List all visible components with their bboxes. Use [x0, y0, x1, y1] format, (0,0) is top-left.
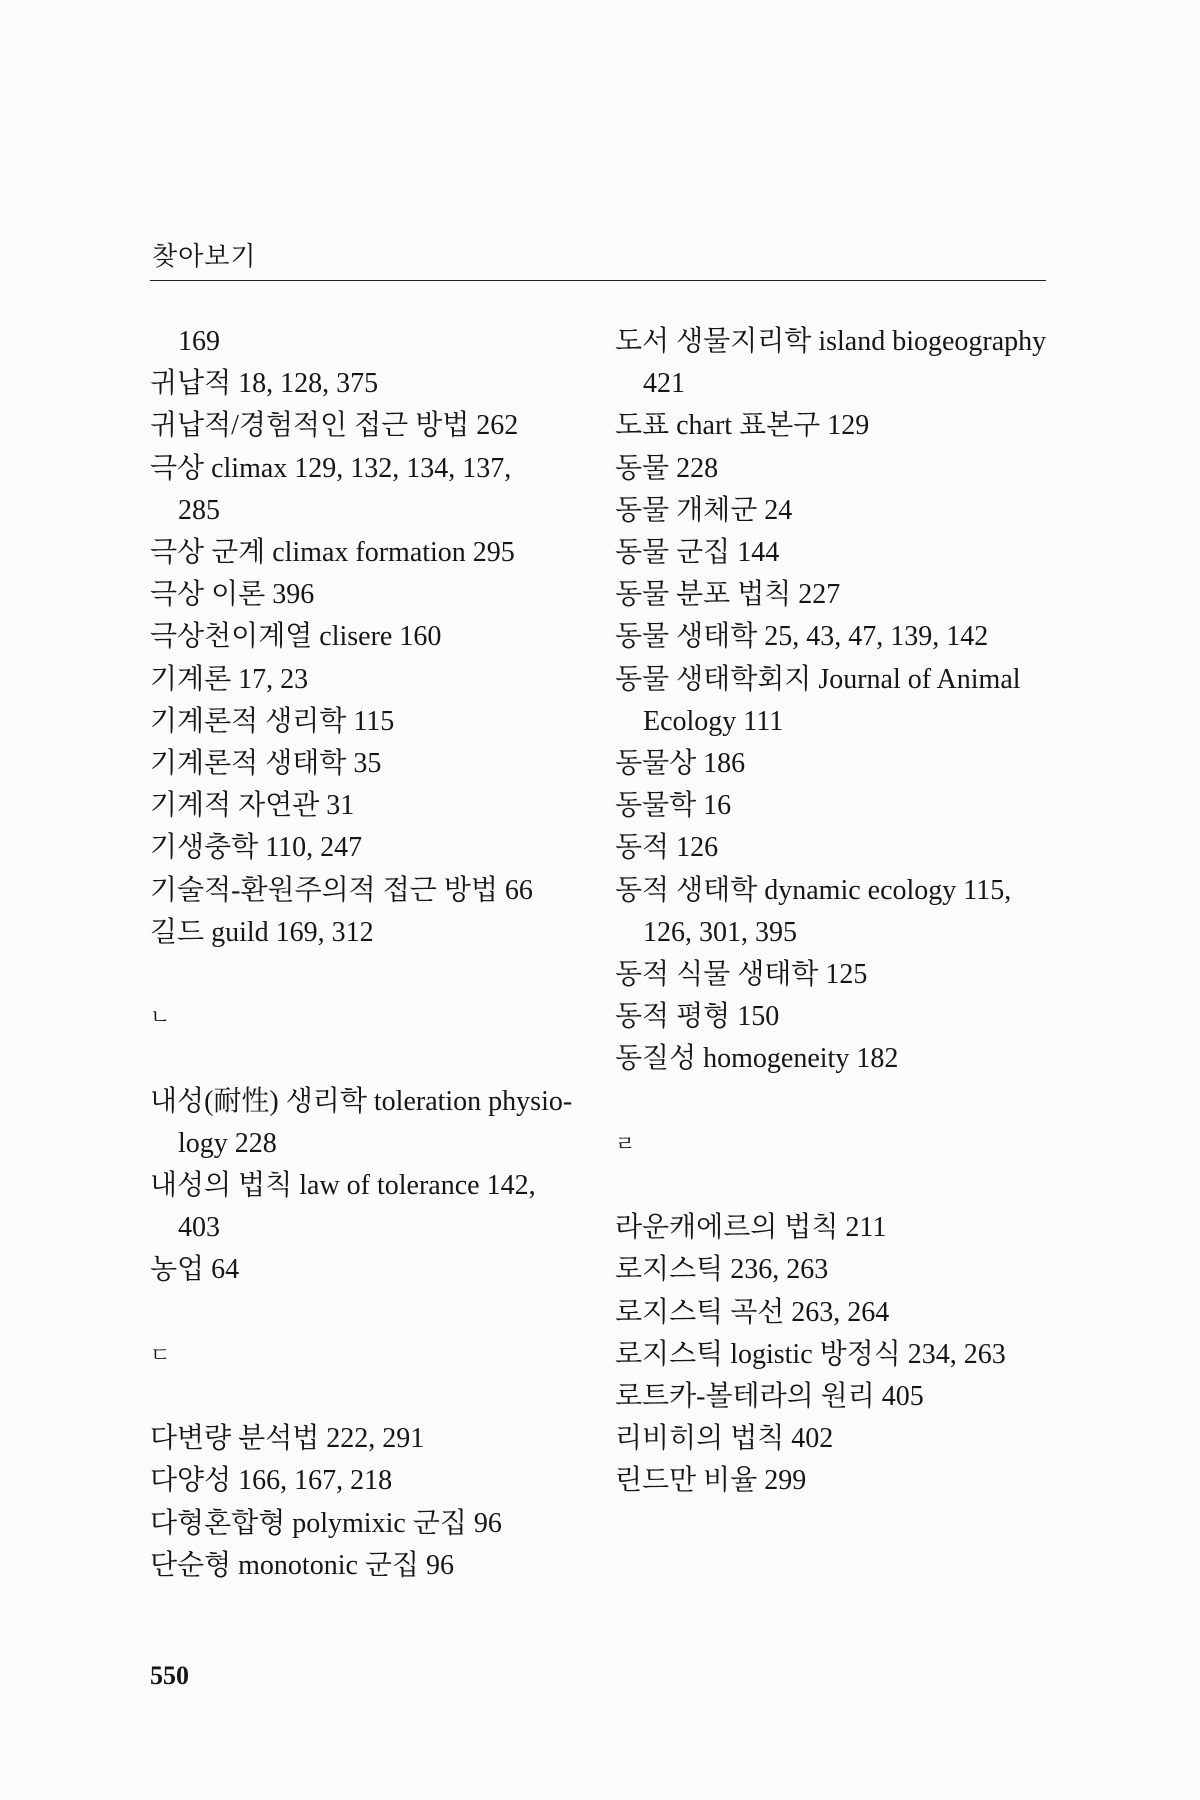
- index-entry: 극상천이계열 clisere 160: [150, 621, 442, 653]
- index-entry: 다형혼합형 polymixic 군집 96: [150, 1507, 502, 1539]
- index-entry: 다양성 166, 167, 218: [150, 1465, 393, 1497]
- index-entry: 로지스틱 236, 263: [615, 1254, 829, 1286]
- index-entry: 길드 guild 169, 312: [150, 916, 374, 948]
- index-entry: 기계론 17, 23: [150, 663, 309, 695]
- index-entry: 동물 생태학 25, 43, 47, 139, 142: [615, 621, 989, 653]
- index-entry: 도표 chart 표본구 129: [615, 410, 870, 442]
- index-entry: Ecology 111: [643, 705, 784, 737]
- index-entry: 동물 개체군 24: [615, 494, 793, 526]
- index-spacer: [615, 1081, 1045, 1123]
- index-entry: 귀납적 18, 128, 375: [150, 368, 379, 400]
- index-entry: 로트카-볼테라의 원리 405: [615, 1381, 924, 1413]
- index-entry: 동물 228: [615, 452, 719, 484]
- index-spacer: [150, 954, 570, 996]
- index-entry: 동질성 homogeneity 182: [615, 1043, 899, 1075]
- section-letter: ㄴ: [150, 1005, 171, 1030]
- index-entry: 다변량 분석법 222, 291: [150, 1423, 425, 1455]
- index-entry: 동물 분포 법칙 227: [615, 579, 841, 611]
- index-entry: 421: [643, 368, 685, 400]
- section-letter: ㄹ: [615, 1131, 636, 1156]
- index-spacer: [150, 1038, 570, 1080]
- index-column-left: [150, 321, 573, 1587]
- index-spacer: [150, 1376, 570, 1418]
- index-entry: 귀납적/경험적인 접근 방법 262: [150, 410, 519, 442]
- index-entry: 기계적 자연관 31: [150, 790, 355, 822]
- index-column-right: [615, 321, 1045, 1503]
- index-entry: 126, 301, 395: [643, 916, 797, 948]
- index-entry: 단순형 monotonic 군집 96: [150, 1549, 455, 1581]
- index-entry: 285: [178, 494, 220, 526]
- index-entry: 극상 군계 climax formation 295: [150, 537, 515, 569]
- index-entry: 린드만 비율 299: [615, 1465, 807, 1497]
- index-entry: 169: [178, 326, 220, 357]
- index-entry: 도서 생물지리학 island biogeography: [615, 326, 1047, 357]
- index-entry: 내성(耐性) 생리학 toleration physio-: [150, 1085, 573, 1117]
- header-rule: [150, 280, 1046, 281]
- index-entry: 동적 평형 150: [615, 1001, 780, 1033]
- index-entry: 내성의 법칙 law of tolerance 142,: [150, 1170, 536, 1202]
- index-entry: 동물상 186: [615, 748, 746, 780]
- index-title: 찾아보기: [152, 242, 257, 272]
- index-spacer: [150, 1292, 570, 1334]
- index-entry: 로지스틱 곡선 263, 264: [615, 1296, 890, 1328]
- index-entry: 극상 climax 129, 132, 134, 137,: [150, 452, 512, 484]
- index-entry: 기술적-환원주의적 접근 방법 66: [150, 874, 533, 906]
- index-entry: 극상 이론 396: [150, 579, 315, 611]
- index-entry: 라운캐에르의 법칙 211: [615, 1212, 887, 1244]
- index-entry: 동적 식물 생태학 125: [615, 959, 868, 991]
- section-letter: ㄷ: [150, 1342, 171, 1367]
- index-entry: 기계론적 생태학 35: [150, 748, 382, 780]
- index-entry: 동물학 16: [615, 790, 732, 822]
- page-number: 550: [150, 1661, 189, 1690]
- index-entry: 로지스틱 logistic 방정식 234, 263: [615, 1338, 1006, 1370]
- index-entry: 동적 생태학 dynamic ecology 115,: [615, 874, 1012, 906]
- index-entry: 403: [178, 1212, 220, 1244]
- index-entry: logy 228: [178, 1127, 277, 1159]
- index-entry: 리비히의 법칙 402: [615, 1423, 834, 1455]
- index-entry: 동적 126: [615, 832, 719, 864]
- index-entry: 동물 생태학회지 Journal of Animal: [615, 663, 1021, 695]
- index-spacer: [615, 1165, 1045, 1207]
- index-entry: 동물 군집 144: [615, 537, 780, 569]
- index-entry: 기생충학 110, 247: [150, 832, 363, 864]
- index-entry: 기계론적 생리학 115: [150, 705, 395, 737]
- index-entry: 농업 64: [150, 1254, 240, 1286]
